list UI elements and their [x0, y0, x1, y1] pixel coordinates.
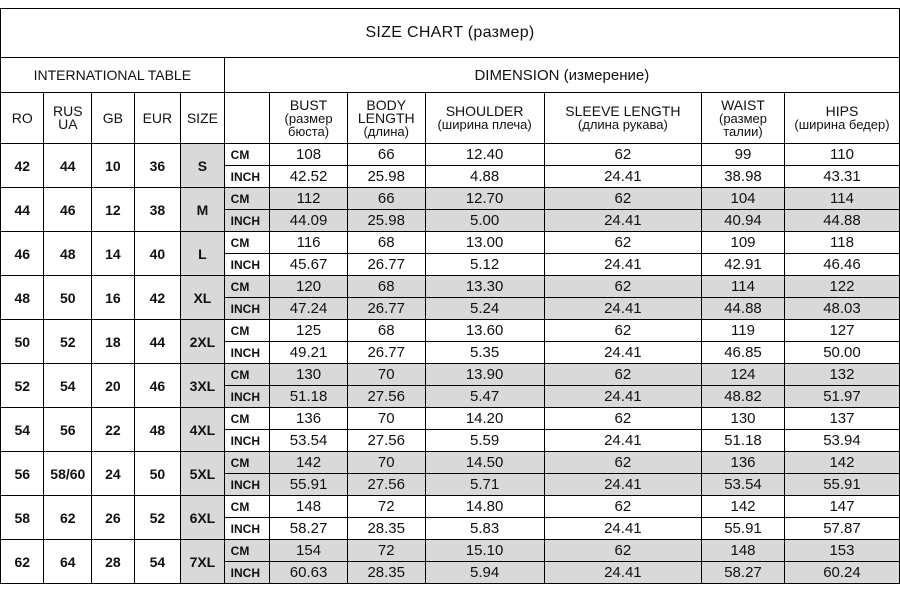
measure-inch-value: 43.31 — [784, 166, 899, 188]
measure-cm-value: 148 — [270, 496, 348, 518]
measure-inch-value: 24.41 — [544, 386, 701, 408]
unit-cm-label: CM — [224, 496, 270, 518]
unit-inch-label: INCH — [224, 210, 270, 232]
measure-inch-value: 24.41 — [544, 474, 701, 496]
measure-inch-value: 53.94 — [784, 430, 899, 452]
col-shoulder-line2: (ширина плеча) — [437, 117, 532, 132]
col-gb-header: GB — [92, 93, 134, 144]
unit-cm-label: CM — [224, 408, 270, 430]
rus-value: 50 — [44, 276, 92, 320]
measure-cm-value: 62 — [544, 188, 701, 210]
measure-inch-value: 24.41 — [544, 254, 701, 276]
rus-value: 46 — [44, 188, 92, 232]
size-value: L — [181, 232, 224, 276]
col-bust-line1: BUST — [289, 96, 328, 113]
measure-cm-value: 70 — [347, 364, 425, 386]
col-body-line3: (длина) — [363, 123, 409, 139]
measure-inch-value: 24.41 — [544, 210, 701, 232]
measure-inch-value: 44.88 — [784, 210, 899, 232]
gb-value: 22 — [92, 408, 134, 452]
measure-cm-value: 66 — [347, 144, 425, 166]
measure-inch-value: 5.24 — [425, 298, 544, 320]
measure-cm-value: 132 — [784, 364, 899, 386]
measure-cm-value: 68 — [347, 232, 425, 254]
measure-cm-value: 114 — [784, 188, 899, 210]
col-size-header: SIZE — [181, 93, 224, 144]
measure-cm-value: 14.80 — [425, 496, 544, 518]
rus-value: 48 — [44, 232, 92, 276]
chart-title: SIZE CHART (размер) — [1, 9, 900, 58]
gb-value: 16 — [92, 276, 134, 320]
measure-inch-value: 24.41 — [544, 430, 701, 452]
measure-inch-value: 49.21 — [270, 342, 348, 364]
measure-inch-value: 28.35 — [347, 518, 425, 540]
eur-value: 48 — [134, 408, 181, 452]
rus-value: 56 — [44, 408, 92, 452]
eur-value: 44 — [134, 320, 181, 364]
eur-value: 52 — [134, 496, 181, 540]
measure-cm-value: 66 — [347, 188, 425, 210]
measure-inch-value: 24.41 — [544, 166, 701, 188]
measure-cm-value: 142 — [270, 452, 348, 474]
measure-cm-value: 124 — [702, 364, 785, 386]
measure-cm-value: 62 — [544, 320, 701, 342]
col-waist-line2: (размер — [718, 110, 767, 126]
measure-cm-value: 62 — [544, 276, 701, 298]
column-header-row — [1, 93, 900, 144]
measure-inch-value: 48.03 — [784, 298, 899, 320]
measure-cm-value: 110 — [784, 144, 899, 166]
col-rus-header — [44, 93, 92, 144]
measure-inch-value: 51.97 — [784, 386, 899, 408]
ro-value: 58 — [1, 496, 44, 540]
eur-value: 46 — [134, 364, 181, 408]
size-row-cm — [1, 232, 900, 254]
col-hips-line2: (ширина бедер) — [794, 117, 890, 132]
col-unit-header — [224, 93, 270, 144]
measure-cm-value: 14.50 — [425, 452, 544, 474]
col-hips-header — [784, 93, 899, 144]
rus-value: 54 — [44, 364, 92, 408]
ro-value: 56 — [1, 452, 44, 496]
measure-cm-value: 120 — [270, 276, 348, 298]
col-sleeve-line2: (длина рукава) — [577, 117, 668, 132]
measure-cm-value: 136 — [270, 408, 348, 430]
measure-inch-value: 28.35 — [347, 562, 425, 584]
rus-value: 62 — [44, 496, 92, 540]
measure-inch-value: 53.54 — [702, 474, 785, 496]
col-rus-line1: RUS — [53, 103, 83, 119]
gb-value: 12 — [92, 188, 134, 232]
measure-inch-value: 46.85 — [702, 342, 785, 364]
ro-value: 42 — [1, 144, 44, 188]
measure-cm-value: 125 — [270, 320, 348, 342]
size-row-cm — [1, 320, 900, 342]
measure-cm-value: 12.40 — [425, 144, 544, 166]
measure-inch-value: 27.56 — [347, 386, 425, 408]
measure-cm-value: 13.90 — [425, 364, 544, 386]
measure-cm-value: 13.30 — [425, 276, 544, 298]
measure-cm-value: 68 — [347, 276, 425, 298]
size-value: 2XL — [181, 320, 224, 364]
measure-inch-value: 44.09 — [270, 210, 348, 232]
col-bust-header — [270, 93, 348, 144]
measure-cm-value: 12.70 — [425, 188, 544, 210]
measure-inch-value: 27.56 — [347, 474, 425, 496]
international-table-label: INTERNATIONAL TABLE — [1, 58, 225, 93]
col-shoulder-line1: SHOULDER — [445, 103, 524, 119]
unit-cm-label: CM — [224, 188, 270, 210]
measure-inch-value: 4.88 — [425, 166, 544, 188]
measure-cm-value: 62 — [544, 364, 701, 386]
unit-cm-label: CM — [224, 232, 270, 254]
gb-value: 24 — [92, 452, 134, 496]
measure-inch-value: 58.27 — [270, 518, 348, 540]
measure-inch-value: 55.91 — [702, 518, 785, 540]
ro-value: 62 — [1, 540, 44, 584]
size-value: 4XL — [181, 408, 224, 452]
col-rus-line2: UA — [58, 116, 78, 132]
measure-cm-value: 104 — [702, 188, 785, 210]
unit-cm-label: CM — [224, 540, 270, 562]
measure-inch-value: 48.82 — [702, 386, 785, 408]
measure-inch-value: 57.87 — [784, 518, 899, 540]
measure-inch-value: 24.41 — [544, 342, 701, 364]
measure-cm-value: 72 — [347, 540, 425, 562]
measure-inch-value: 24.41 — [544, 518, 701, 540]
measure-inch-value: 58.27 — [702, 562, 785, 584]
eur-value: 42 — [134, 276, 181, 320]
measure-inch-value: 45.67 — [270, 254, 348, 276]
measure-inch-value: 44.88 — [702, 298, 785, 320]
col-body-line1: BODY — [366, 96, 407, 113]
unit-cm-label: CM — [224, 452, 270, 474]
unit-cm-label: CM — [224, 276, 270, 298]
ro-value: 44 — [1, 188, 44, 232]
measure-inch-value: 27.56 — [347, 430, 425, 452]
size-value: XL — [181, 276, 224, 320]
size-row-cm — [1, 364, 900, 386]
measure-inch-value: 5.94 — [425, 562, 544, 584]
gb-value: 26 — [92, 496, 134, 540]
measure-inch-value: 24.41 — [544, 562, 701, 584]
eur-value: 54 — [134, 540, 181, 584]
measure-inch-value: 5.83 — [425, 518, 544, 540]
gb-value: 10 — [92, 144, 134, 188]
measure-cm-value: 127 — [784, 320, 899, 342]
rus-value: 58/60 — [44, 452, 92, 496]
measure-cm-value: 136 — [702, 452, 785, 474]
unit-cm-label: CM — [224, 320, 270, 342]
col-ro-header: RO — [1, 93, 44, 144]
measure-inch-value: 42.52 — [270, 166, 348, 188]
measure-inch-value: 40.94 — [702, 210, 785, 232]
measure-cm-value: 112 — [270, 188, 348, 210]
size-value: 7XL — [181, 540, 224, 584]
measure-inch-value: 26.77 — [347, 342, 425, 364]
eur-value: 50 — [134, 452, 181, 496]
measure-cm-value: 130 — [702, 408, 785, 430]
size-row-cm — [1, 188, 900, 210]
eur-value: 36 — [134, 144, 181, 188]
rus-value: 64 — [44, 540, 92, 584]
measure-inch-value: 5.59 — [425, 430, 544, 452]
size-value: M — [181, 188, 224, 232]
measure-cm-value: 13.00 — [425, 232, 544, 254]
ro-value: 48 — [1, 276, 44, 320]
eur-value: 38 — [134, 188, 181, 232]
measure-inch-value: 25.98 — [347, 210, 425, 232]
measure-cm-value: 108 — [270, 144, 348, 166]
rus-value: 52 — [44, 320, 92, 364]
size-value: 3XL — [181, 364, 224, 408]
measure-cm-value: 62 — [544, 144, 701, 166]
eur-value: 40 — [134, 232, 181, 276]
unit-inch-label: INCH — [224, 474, 270, 496]
measure-cm-value: 116 — [270, 232, 348, 254]
measure-cm-value: 13.60 — [425, 320, 544, 342]
col-bust-line3: бюста) — [288, 123, 330, 139]
measure-cm-value: 62 — [544, 496, 701, 518]
col-waist-header — [702, 93, 785, 144]
measure-cm-value: 153 — [784, 540, 899, 562]
measure-inch-value: 55.91 — [784, 474, 899, 496]
measure-cm-value: 62 — [544, 408, 701, 430]
dimension-label: DIMENSION (измерение) — [224, 58, 899, 93]
measure-cm-value: 70 — [347, 452, 425, 474]
measure-inch-value: 60.24 — [784, 562, 899, 584]
measure-inch-value: 5.00 — [425, 210, 544, 232]
ro-value: 52 — [1, 364, 44, 408]
measure-cm-value: 130 — [270, 364, 348, 386]
gb-value: 14 — [92, 232, 134, 276]
measure-cm-value: 62 — [544, 232, 701, 254]
measure-inch-value: 26.77 — [347, 298, 425, 320]
size-chart-table — [0, 8, 900, 584]
measure-inch-value: 5.71 — [425, 474, 544, 496]
measure-cm-value: 119 — [702, 320, 785, 342]
measure-cm-value: 114 — [702, 276, 785, 298]
measure-inch-value: 5.47 — [425, 386, 544, 408]
size-value: S — [181, 144, 224, 188]
measure-inch-value: 42.91 — [702, 254, 785, 276]
size-row-cm — [1, 408, 900, 430]
measure-inch-value: 24.41 — [544, 298, 701, 320]
unit-cm-label: CM — [224, 364, 270, 386]
measure-inch-value: 26.77 — [347, 254, 425, 276]
measure-cm-value: 62 — [544, 540, 701, 562]
measure-cm-value: 70 — [347, 408, 425, 430]
measure-cm-value: 142 — [702, 496, 785, 518]
gb-value: 20 — [92, 364, 134, 408]
measure-inch-value: 51.18 — [702, 430, 785, 452]
unit-inch-label: INCH — [224, 430, 270, 452]
measure-inch-value: 46.46 — [784, 254, 899, 276]
size-row-cm — [1, 540, 900, 562]
ro-value: 46 — [1, 232, 44, 276]
col-body-line2: LENGTH — [357, 109, 415, 126]
col-sleeve-line1: SLEEVE LENGTH — [565, 103, 681, 119]
unit-inch-label: INCH — [224, 298, 270, 320]
unit-inch-label: INCH — [224, 518, 270, 540]
unit-inch-label: INCH — [224, 166, 270, 188]
ro-value: 50 — [1, 320, 44, 364]
measure-cm-value: 109 — [702, 232, 785, 254]
unit-inch-label: INCH — [224, 342, 270, 364]
measure-inch-value: 51.18 — [270, 386, 348, 408]
gb-value: 28 — [92, 540, 134, 584]
rus-value: 44 — [44, 144, 92, 188]
unit-inch-label: INCH — [224, 386, 270, 408]
measure-inch-value: 60.63 — [270, 562, 348, 584]
unit-inch-label: INCH — [224, 562, 270, 584]
measure-cm-value: 122 — [784, 276, 899, 298]
measure-cm-value: 72 — [347, 496, 425, 518]
measure-cm-value: 118 — [784, 232, 899, 254]
size-row-cm — [1, 144, 900, 166]
measure-inch-value: 38.98 — [702, 166, 785, 188]
measure-cm-value: 15.10 — [425, 540, 544, 562]
gb-value: 18 — [92, 320, 134, 364]
measure-cm-value: 147 — [784, 496, 899, 518]
measure-cm-value: 14.20 — [425, 408, 544, 430]
col-sleeve-header — [544, 93, 701, 144]
measure-cm-value: 154 — [270, 540, 348, 562]
measure-cm-value: 99 — [702, 144, 785, 166]
size-value: 6XL — [181, 496, 224, 540]
col-waist-line3: талии) — [723, 123, 763, 139]
col-body-length-header — [347, 93, 425, 144]
unit-cm-label: CM — [224, 144, 270, 166]
size-value: 5XL — [181, 452, 224, 496]
col-eur-header: EUR — [134, 93, 181, 144]
measure-cm-value: 137 — [784, 408, 899, 430]
measure-inch-value: 25.98 — [347, 166, 425, 188]
unit-inch-label: INCH — [224, 254, 270, 276]
col-hips-line1: HIPS — [825, 103, 859, 119]
ro-value: 54 — [1, 408, 44, 452]
measure-inch-value: 53.54 — [270, 430, 348, 452]
col-waist-line1: WAIST — [721, 96, 765, 113]
measure-cm-value: 148 — [702, 540, 785, 562]
measure-inch-value: 5.35 — [425, 342, 544, 364]
measure-cm-value: 68 — [347, 320, 425, 342]
size-row-cm — [1, 276, 900, 298]
col-bust-line2: (размер — [284, 110, 333, 126]
col-shoulder-header — [425, 93, 544, 144]
size-row-cm — [1, 496, 900, 518]
measure-inch-value: 50.00 — [784, 342, 899, 364]
measure-inch-value: 5.12 — [425, 254, 544, 276]
measure-inch-value: 47.24 — [270, 298, 348, 320]
measure-cm-value: 142 — [784, 452, 899, 474]
size-row-cm — [1, 452, 900, 474]
measure-inch-value: 55.91 — [270, 474, 348, 496]
measure-cm-value: 62 — [544, 452, 701, 474]
